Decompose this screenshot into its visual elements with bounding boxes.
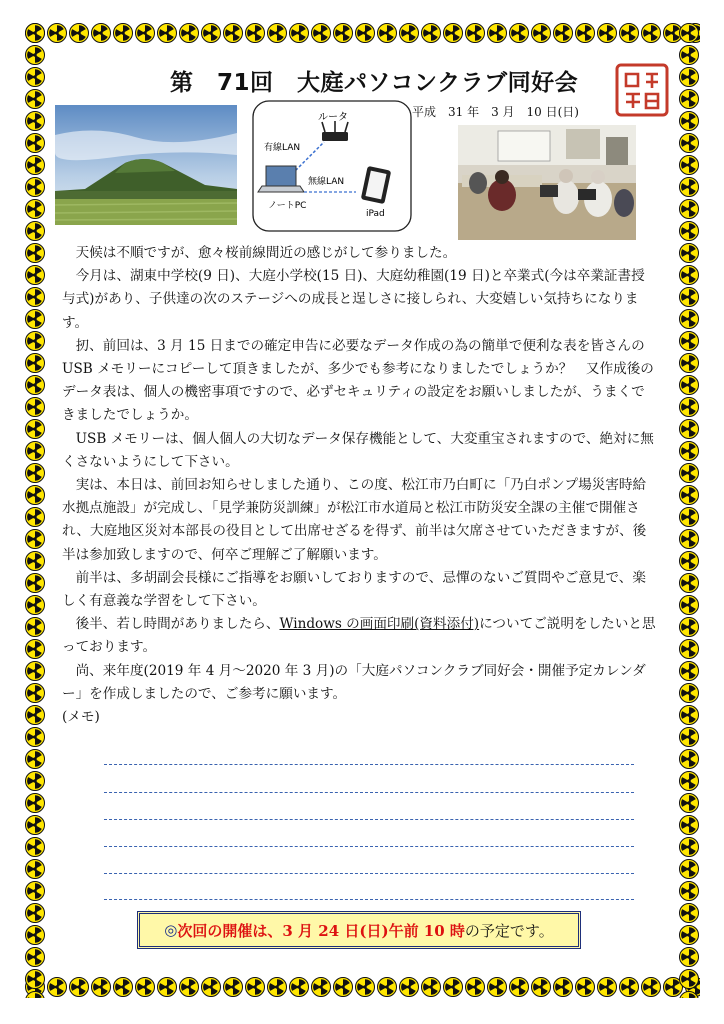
memo-line — [104, 819, 634, 820]
notebook-pc-label: ノートPC — [268, 201, 307, 211]
paragraph: 今月は、湖東中学校(9 日)、大庭小学校(15 日)、大庭幼稚園(19 日)と卒業式(今は卒業証書授与式)があり、子供達の次のステージへの成長と逞しさに接しられ、大変嬉しい気持ちになります。 — [62, 268, 645, 331]
memo-line — [104, 899, 634, 900]
paragraph: 前半は、多胡副会長様にご指導をお願いしておりますので、忌憚のないご質問やご意見で、楽しく有意義な学習をして下さい。 — [62, 569, 646, 610]
windows-print-topic: Windows の画面印刷(資料添付) — [279, 616, 480, 633]
paragraph: USB メモリーは、個人個人の大切なデータ保存機能として、大変重宝されますので、絶対に無くさないようにして下さい。 — [62, 430, 654, 470]
seal-stamp-icon — [614, 62, 670, 118]
memo-area — [104, 758, 634, 908]
classroom-photo — [458, 125, 636, 240]
paragraph-text: についてご説明をしたいと思っております。 — [62, 616, 656, 656]
notice-marker: ◎ — [164, 921, 178, 939]
paragraph: 天候は不順ですが、愈々桜前線間近の感じがして参りました。 — [75, 245, 457, 261]
paragraph — [62, 613, 658, 659]
memo-line — [104, 764, 634, 765]
next-meeting-notice — [137, 911, 581, 949]
issue-date: 平成 31 年 3 月 10 日(日) — [412, 105, 579, 119]
border-left — [24, 22, 46, 998]
paragraph-text: 後半、若し時間がありましたら、 — [75, 616, 280, 633]
page-title: 第 71回 大庭パソコンクラブ同好会 — [170, 70, 579, 96]
next-meeting-datetime: 3 月 24 日(日)午前 10 時 — [282, 921, 465, 940]
border-top — [24, 22, 700, 44]
network-diagram — [252, 100, 412, 232]
memo-label: (メモ) — [62, 709, 100, 726]
wired-lan-label: 有線LAN — [264, 143, 301, 153]
paragraph: 尚、来年度(2019 年 4 月～2020 年 3 月)の「大庭パソコンクラブ同好会・開催予定カレンダー」を作成しましたので、ご参考に願います。 — [62, 662, 646, 702]
mountain-photo — [55, 105, 237, 225]
wireless-lan-label: 無線LAN — [308, 177, 345, 187]
router-label: ルータ — [318, 112, 348, 123]
memo-line — [104, 873, 634, 874]
border-bottom — [24, 976, 700, 998]
paragraph: 実は、本日は、前回お知らせしました通り、この度、松江市乃白町に「乃白ポンプ場災害時給水拠点施設」が完成し、「見学兼防災訓練」が松江市水道局と松江市防災安全課の主催で開催され、大庭地区災対本部長の役目として出席せざるを得ず、前半は欠席させていただきますが、後半は参加致しますので、何卒ご理解ご了解願います。 — [62, 477, 647, 563]
border-right — [678, 22, 700, 998]
message-body — [62, 242, 658, 729]
memo-line — [104, 846, 634, 847]
notice-tail: の予定です。 — [464, 921, 554, 940]
paragraph: 扨、前回は、3 月 15 日までの確定申告に必要なデータ作成の為の簡単で便利な表を皆さんの USB メモリーにコピーして頂きましたが、多少でも参考になりましたでしょうか？ 又作成後のデータ表は、個人の機密事項ですので、必ずセキュリティの設定をお願いしましたが、うまくできましたでしょうか。 — [62, 337, 654, 424]
notice-lead: 次回の開催は、 — [177, 921, 283, 940]
ipad-label: iPad — [366, 209, 385, 219]
memo-line — [104, 792, 634, 793]
